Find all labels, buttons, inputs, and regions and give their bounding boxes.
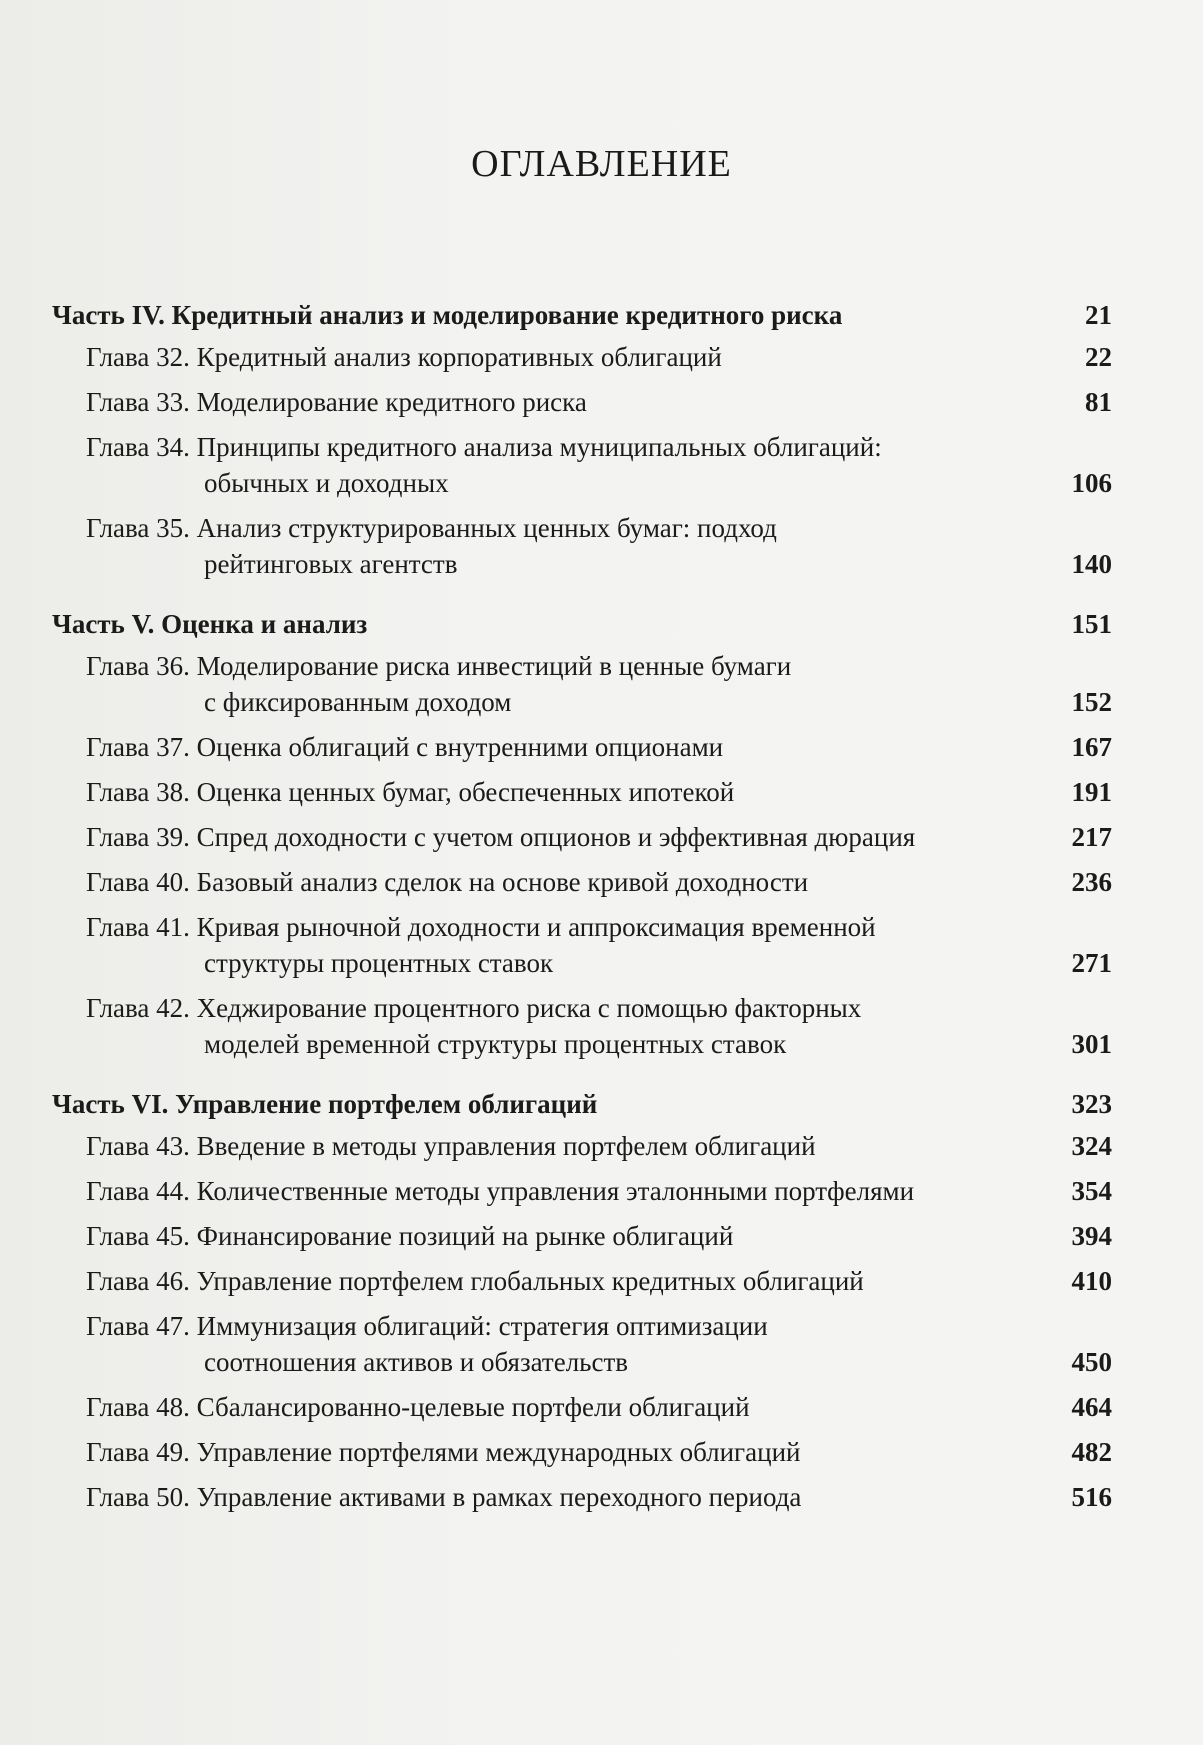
toc-page-number: 482 [1071, 1437, 1112, 1467]
toc-chapter-text: Введение в методы управления портфелем облигаций [196, 1131, 816, 1161]
toc-chapter-title [86, 1263, 1042, 1299]
toc-chapter-row [52, 1479, 1112, 1515]
toc-chapter-label: Глава 42. [86, 993, 190, 1023]
toc-chapter-row [52, 990, 1112, 1062]
toc-chapter-text: Управление портфелями международных облигаций [196, 1437, 801, 1467]
toc-chapter-label: Глава 49. [86, 1437, 190, 1467]
toc-chapter-text: Моделирование кредитного риска [196, 387, 587, 417]
toc-chapter-title [86, 864, 1042, 900]
toc-chapter-title [86, 384, 1042, 420]
toc-page-number: 152 [1071, 687, 1112, 717]
toc-chapter-row [52, 1128, 1112, 1164]
toc-page-number: 81 [1085, 387, 1112, 417]
toc-page-number: 217 [1071, 822, 1112, 852]
toc-chapter-title [86, 819, 1042, 855]
toc-chapter-row [52, 819, 1112, 855]
toc-chapter-text: Управление портфелем глобальных кредитных облигаций [196, 1266, 864, 1296]
toc-chapter-title [86, 774, 1042, 810]
toc-chapter-title [86, 1173, 1042, 1209]
toc-chapter-text: Кредитный анализ корпоративных облигаций [196, 342, 722, 372]
toc-page-number: 106 [1071, 468, 1112, 498]
toc-chapter-text: Анализ структурированных ценных бумаг: подход [196, 513, 777, 543]
toc-chapter-title [86, 429, 1042, 501]
toc-chapter-text: Хеджирование процентного риска с помощью факторных [196, 993, 862, 1023]
toc-chapter-title [86, 1218, 1042, 1254]
toc-chapter-text: Моделирование риска инвестиций в ценные бумаги [196, 651, 792, 681]
toc-chapter-label: Глава 48. [86, 1392, 190, 1422]
toc-part-title: Часть V. Оценка и анализ [52, 609, 368, 639]
toc-chapter-text: Управление активами в рамках переходного периода [196, 1482, 802, 1512]
toc-chapter-label: Глава 41. [86, 912, 190, 942]
toc-chapter-row [52, 648, 1112, 720]
toc-chapter-label: Глава 40. [86, 867, 190, 897]
toc-chapter-label: Глава 32. [86, 342, 190, 372]
toc-chapter-label: Глава 39. [86, 822, 190, 852]
toc-chapter-row [52, 1434, 1112, 1470]
toc-chapter-label: Глава 34. [86, 432, 190, 462]
toc-chapter-row [52, 729, 1112, 765]
toc-page-number: 167 [1071, 732, 1112, 762]
toc-page-number: 354 [1071, 1176, 1112, 1206]
toc-chapter-label: Глава 43. [86, 1131, 190, 1161]
toc-chapter-row [52, 864, 1112, 900]
toc-chapter-title [86, 1128, 1042, 1164]
toc-page-number: 22 [1085, 342, 1112, 372]
toc-chapter-title [86, 1479, 1042, 1515]
toc-chapter-title [86, 1308, 1042, 1380]
toc-chapter-text: Спред доходности с учетом опционов и эффективная дюрация [196, 822, 916, 852]
toc-chapter-row [52, 429, 1112, 501]
toc-chapter-label: Глава 33. [86, 387, 190, 417]
toc-chapter-text-continued: обычных и доходных [204, 468, 449, 498]
toc-part-title: Часть VI. Управление портфелем облигаций [52, 1089, 598, 1119]
toc-page-number: 450 [1071, 1347, 1112, 1377]
toc-page-number: 464 [1071, 1392, 1112, 1422]
toc-chapter-text-continued: структуры процентных ставок [204, 948, 554, 978]
toc-chapter-row [52, 510, 1112, 582]
toc-part-row [52, 297, 1112, 333]
toc-chapter-title [86, 339, 1042, 375]
toc-page-number: 394 [1071, 1221, 1112, 1251]
toc-chapter-title [86, 510, 1042, 582]
toc-chapter-row [52, 1173, 1112, 1209]
toc-chapter-row [52, 1308, 1112, 1380]
toc-chapter-text: Базовый анализ сделок на основе кривой доходности [196, 867, 809, 897]
toc-chapter-title [86, 990, 1042, 1062]
toc-chapter-text-continued: соотношения активов и обязательств [204, 1347, 629, 1377]
toc-chapter-row [52, 909, 1112, 981]
toc-chapter-row [52, 774, 1112, 810]
toc-page-number: 301 [1071, 1029, 1112, 1059]
toc-page-number: 151 [1071, 609, 1112, 639]
toc-page-number: 236 [1071, 867, 1112, 897]
toc-page-number: 323 [1071, 1089, 1112, 1119]
toc-chapter-text: Количественные методы управления эталонными портфелями [196, 1176, 915, 1206]
toc-part-row [52, 1086, 1112, 1122]
toc-part-row [52, 606, 1112, 642]
toc-page-number: 324 [1071, 1131, 1112, 1161]
toc-chapter-row [52, 339, 1112, 375]
toc-chapter-text-continued: моделей временной структуры процентных ставок [204, 1029, 787, 1059]
toc-chapter-text: Иммунизация облигаций: стратегия оптимизации [196, 1311, 768, 1341]
toc-chapter-label: Глава 46. [86, 1266, 190, 1296]
toc-page-number: 21 [1085, 300, 1112, 330]
toc-chapter-label: Глава 38. [86, 777, 190, 807]
toc-chapter-text: Финансирование позиций на рынке облигаций [196, 1221, 734, 1251]
toc-chapter-label: Глава 35. [86, 513, 190, 543]
toc-chapter-label: Глава 44. [86, 1176, 190, 1206]
toc-chapter-text-continued: рейтинговых агентств [204, 549, 458, 579]
toc-chapter-title [86, 1434, 1042, 1470]
toc-chapter-row [52, 1389, 1112, 1425]
toc-page-number: 271 [1071, 948, 1112, 978]
toc-page-number: 516 [1071, 1482, 1112, 1512]
toc-page-number: 410 [1071, 1266, 1112, 1296]
toc-chapter-title [86, 729, 1042, 765]
toc-page-number: 140 [1071, 549, 1112, 579]
toc-chapter-label: Глава 47. [86, 1311, 190, 1341]
page-title: ОГЛАВЛЕНИЕ [471, 143, 732, 185]
toc-chapter-label: Глава 37. [86, 732, 190, 762]
toc-chapter-text: Сбалансированно-целевые портфели облигаций [196, 1392, 750, 1422]
toc-chapter-label: Глава 50. [86, 1482, 190, 1512]
toc-chapter-row [52, 1218, 1112, 1254]
toc-chapter-title [86, 1389, 1042, 1425]
toc-chapter-text: Оценка облигаций с внутренними опционами [196, 732, 724, 762]
toc-chapter-title [86, 909, 1042, 981]
toc-chapter-title [86, 648, 1042, 720]
toc-chapter-row [52, 384, 1112, 420]
toc-chapter-text: Кривая рыночной доходности и аппроксимация временной [196, 912, 876, 942]
toc-chapter-row [52, 1263, 1112, 1299]
toc-chapter-text-continued: с фиксированным доходом [204, 687, 512, 717]
toc-chapter-label: Глава 36. [86, 651, 190, 681]
table-of-contents [52, 297, 1112, 1524]
toc-part-title: Часть IV. Кредитный анализ и моделирование кредитного риска [52, 300, 843, 330]
toc-chapter-label: Глава 45. [86, 1221, 190, 1251]
toc-chapter-text: Оценка ценных бумаг, обеспеченных ипотекой [196, 777, 735, 807]
toc-chapter-text: Принципы кредитного анализа муниципальных облигаций: [196, 432, 882, 462]
toc-page-number: 191 [1071, 777, 1112, 807]
